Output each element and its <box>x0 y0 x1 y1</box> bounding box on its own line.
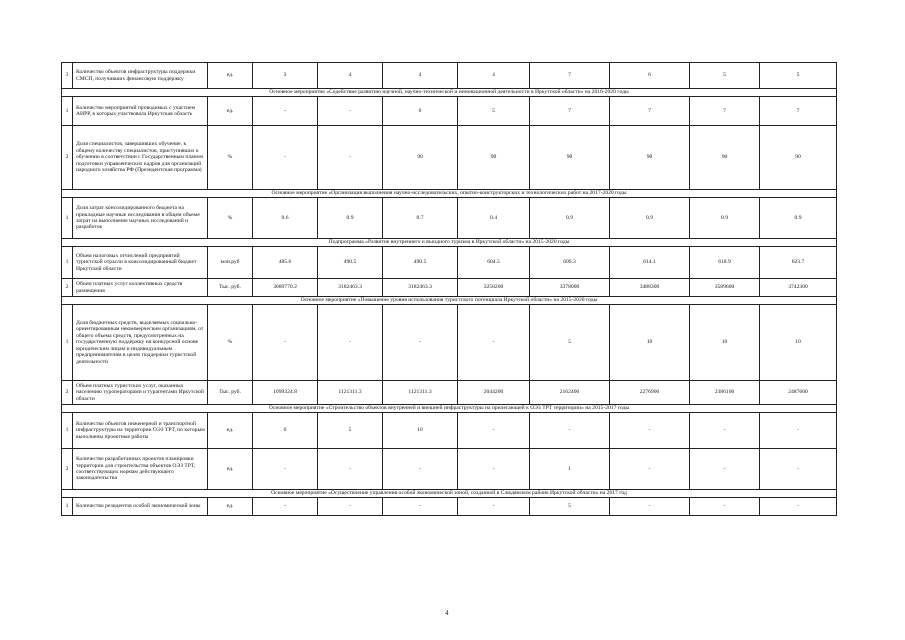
value-cell: 623.7 <box>760 247 837 279</box>
value-cell: - <box>458 498 530 516</box>
indicator-row <box>62 498 837 516</box>
row-number: 1 <box>62 305 73 381</box>
value-cell: - <box>253 449 318 490</box>
row-number: 2 <box>62 279 73 297</box>
value-cell: 2276900 <box>610 381 690 405</box>
value-cell: 7 <box>530 97 610 126</box>
value-cell: - <box>760 413 837 449</box>
value-cell: 0.9 <box>760 198 837 239</box>
section-heading-row <box>62 239 837 247</box>
indicator-row <box>62 381 837 405</box>
value-cell: 7 <box>690 97 760 126</box>
indicator-name: Доля специалистов, завершивших обучение, к общему количеству специалистов, приступивших к обучению в соответствии с Государственным планом подготовки управленческих кадров для организаций народного хозяйства РФ (Президентская программа) <box>73 126 208 190</box>
value-cell: 5 <box>760 63 837 89</box>
value-cell: 7 <box>610 97 690 126</box>
value-cell: 5 <box>690 63 760 89</box>
value-cell: 3 <box>253 63 318 89</box>
value-cell: 0.9 <box>690 198 760 239</box>
value-cell: - <box>383 305 458 381</box>
value-cell: 90 <box>760 126 837 190</box>
value-cell: - <box>383 449 458 490</box>
section-heading-row <box>62 297 837 305</box>
section-title: Основное мероприятие «Повышение уровня использования туристского потенциала Иркутской области» на 2015-2020 годы <box>62 297 837 305</box>
value-cell: 3182463.3 <box>318 279 383 297</box>
value-cell: 490.5 <box>383 247 458 279</box>
row-number: 1 <box>62 97 73 126</box>
value-cell: 490.5 <box>318 247 383 279</box>
value-cell: - <box>610 498 690 516</box>
value-cell: - <box>253 97 318 126</box>
indicator-row <box>62 97 837 126</box>
unit-cell: % <box>208 305 253 381</box>
value-cell: 4 <box>383 63 458 89</box>
value-cell: 485.6 <box>253 247 318 279</box>
indicator-name: Объем налоговых отчислений предприятий туристской отрасли в консолидированный бюджет Иркутской области <box>73 247 208 279</box>
value-cell: 5 <box>530 498 610 516</box>
section-heading-row <box>62 89 837 97</box>
value-cell: 0.7 <box>383 198 458 239</box>
value-cell: 3589600 <box>690 279 760 297</box>
value-cell: 5 <box>458 97 530 126</box>
unit-cell: млн.руб <box>208 247 253 279</box>
indicator-row <box>62 413 837 449</box>
value-cell: 0.9 <box>530 198 610 239</box>
value-cell: 2044200 <box>458 381 530 405</box>
value-cell: 10 <box>610 305 690 381</box>
row-number: 1 <box>62 247 73 279</box>
value-cell: 609.3 <box>530 247 610 279</box>
value-cell: - <box>318 449 383 490</box>
indicator-row <box>62 247 837 279</box>
value-cell: - <box>458 305 530 381</box>
value-cell: 2487600 <box>760 381 837 405</box>
section-heading-row <box>62 405 837 413</box>
value-cell: 3258200 <box>458 279 530 297</box>
value-cell: - <box>610 449 690 490</box>
row-number: 2 <box>62 381 73 405</box>
value-cell: 0.6 <box>253 198 318 239</box>
value-cell: 10 <box>383 413 458 449</box>
value-cell: - <box>690 413 760 449</box>
indicator-row <box>62 126 837 190</box>
indicator-name: Количество объектов инженерной и транспортной инфраструктуры на территории ОЭЗ ТРТ, по которым выполнены проектные работы <box>73 413 208 449</box>
value-cell: 604.5 <box>458 247 530 279</box>
value-cell: - <box>318 305 383 381</box>
section-title: Основное мероприятие «Строительство объектов внутренней и внешней инфраструктуры на прилегающей к ОЭЗ ТРТ территории» на 2015-2017 годы <box>62 405 837 413</box>
value-cell: 10 <box>760 305 837 381</box>
value-cell: 4 <box>458 63 530 89</box>
unit-cell: ед. <box>208 413 253 449</box>
value-cell: 7 <box>530 63 610 89</box>
value-cell: 90 <box>690 126 760 190</box>
row-number: 1 <box>62 198 73 239</box>
page-number: 4 <box>445 609 449 617</box>
indicator-row <box>62 449 837 490</box>
value-cell: 5 <box>530 305 610 381</box>
value-cell: 7 <box>760 97 837 126</box>
indicators-table <box>61 62 837 516</box>
unit-cell: Тыс. руб. <box>208 381 253 405</box>
value-cell: 0.9 <box>610 198 690 239</box>
section-heading-row <box>62 190 837 198</box>
section-title: Основное мероприятие «Содействие развитию научной, научно-технической и инновационной деятельности в Иркутской области» на 2016-2020 годы <box>62 89 837 97</box>
value-cell: 4 <box>318 63 383 89</box>
indicator-name: Количество резидентов особой экономической зоны <box>73 498 208 516</box>
value-cell: 0.9 <box>318 198 383 239</box>
value-cell: - <box>530 413 610 449</box>
value-cell: - <box>318 97 383 126</box>
indicator-row <box>62 198 837 239</box>
value-cell: - <box>253 305 318 381</box>
row-number: 3 <box>62 63 73 89</box>
value-cell: - <box>383 498 458 516</box>
row-number: 2 <box>62 126 73 190</box>
value-cell: - <box>253 126 318 190</box>
value-cell: 5 <box>318 413 383 449</box>
value-cell: 0.4 <box>458 198 530 239</box>
value-cell: 3182463.3 <box>383 279 458 297</box>
indicator-row <box>62 63 837 89</box>
indicator-name: Количество разработанных проектов планировки территории для строительства объектов ОЭЗ ТРТ, соответствующих нормам действующего законодательства <box>73 449 208 490</box>
value-cell: 3089770.2 <box>253 279 318 297</box>
value-cell: - <box>253 498 318 516</box>
value-cell: - <box>690 449 760 490</box>
unit-cell: Тыс. руб. <box>208 279 253 297</box>
value-cell: 1099324.8 <box>253 381 318 405</box>
value-cell: 1121311.3 <box>383 381 458 405</box>
value-cell: - <box>318 126 383 190</box>
value-cell: - <box>318 498 383 516</box>
section-title: Основное мероприятие «Осуществление управления особой экономической зоной, созданной в Слюдянском районе Иркутской области» на 2017 год <box>62 490 837 498</box>
indicator-name: Количество объектов инфраструктуры поддержки СМСП, получивших финансовую поддержку <box>73 63 208 89</box>
unit-cell: % <box>208 198 253 239</box>
value-cell: - <box>760 449 837 490</box>
row-number: 2 <box>62 449 73 490</box>
value-cell: 10 <box>690 305 760 381</box>
unit-cell: ед. <box>208 498 253 516</box>
unit-cell: ед. <box>208 97 253 126</box>
value-cell: 90 <box>530 126 610 190</box>
value-cell: 90 <box>610 126 690 190</box>
unit-cell: ед. <box>208 63 253 89</box>
indicator-name: Объем платных туристских услуг, оказанных населению туроператорами и турагентами Иркутской области <box>73 381 208 405</box>
section-title: Подпрограмма «Развитие внутреннего и въездного туризма в Иркутской области» на 2015-2020 годы <box>62 239 837 247</box>
value-cell: 1 <box>530 449 610 490</box>
indicator-name: Количество мероприятий проводимых с участием АИРР, в которых участвовала Иркутская область <box>73 97 208 126</box>
value-cell: 0 <box>253 413 318 449</box>
unit-cell: % <box>208 126 253 190</box>
value-cell: 90 <box>458 126 530 190</box>
row-number: 1 <box>62 498 73 516</box>
value-cell: - <box>610 413 690 449</box>
value-cell: 1121311.3 <box>318 381 383 405</box>
value-cell: - <box>760 498 837 516</box>
value-cell: - <box>458 413 530 449</box>
value-cell: 6 <box>610 63 690 89</box>
value-cell: 3742300 <box>760 279 837 297</box>
row-number: 1 <box>62 413 73 449</box>
section-title: Основное мероприятие «Организация выполнения научно-исследовательских, опытно-конструкторских и технологических работ на 2017-2020 годы <box>62 190 837 198</box>
indicator-name: Доля бюджетных средств, выделяемых социально-ориентированным некоммерческим организациям, от общего объема средств, предусмотренных на государственную поддержку на конкурсной основе юридическим лицам и индивидуальным предпринимателям в целях поддержки туристской деятельности <box>73 305 208 381</box>
value-cell: 2162400 <box>530 381 610 405</box>
value-cell: 3378000 <box>530 279 610 297</box>
section-heading-row <box>62 490 837 498</box>
value-cell: 614.1 <box>610 247 690 279</box>
value-cell: - <box>458 449 530 490</box>
indicator-row <box>62 305 837 381</box>
value-cell: 618.9 <box>690 247 760 279</box>
value-cell: 2386100 <box>690 381 760 405</box>
indicator-name: Доля затрат консолидированного бюджета на прикладные научные исследования в общем объеме затрат на выполнение научных исследований и разработок <box>73 198 208 239</box>
value-cell: 0 <box>383 97 458 126</box>
value-cell: 90 <box>383 126 458 190</box>
unit-cell: ед. <box>208 449 253 490</box>
value-cell: 3488300 <box>610 279 690 297</box>
indicator-name: Объем платных услуг коллективных средств размещения <box>73 279 208 297</box>
value-cell: - <box>690 498 760 516</box>
indicator-row <box>62 279 837 297</box>
